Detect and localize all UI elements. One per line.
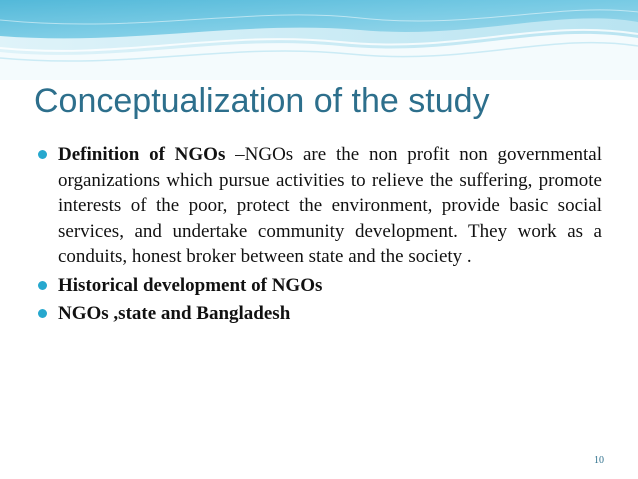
bullet-heading: Definition of NGOs — [58, 144, 226, 165]
bullet-list — [34, 142, 602, 327]
bullet-heading: Historical development of NGOs — [58, 274, 323, 296]
header-wave-decoration — [0, 0, 638, 80]
bullet-dot-icon — [38, 309, 47, 318]
bullet-body: –NGOs are the non profit non governmental organizations which pursue activities to relieve the suffering, promote interests of the poor, protect the environment, provide basic social services, and undertake community development. They work as a conduits, honest broker between state and the society . — [58, 144, 603, 267]
slide-title: Conceptualization of the study — [34, 82, 490, 120]
bullet-dot-icon — [38, 281, 47, 290]
page-number: 10 — [594, 455, 604, 466]
bullet-heading: NGOs ,state and Bangladesh — [58, 303, 291, 324]
bullet-text — [58, 301, 602, 327]
bullet-text — [58, 273, 602, 299]
bullet-definition — [34, 142, 602, 270]
bullet-dot-icon — [38, 150, 47, 159]
bullet-text — [58, 142, 602, 270]
bullet-state — [34, 301, 602, 327]
bullet-historical — [34, 273, 602, 299]
